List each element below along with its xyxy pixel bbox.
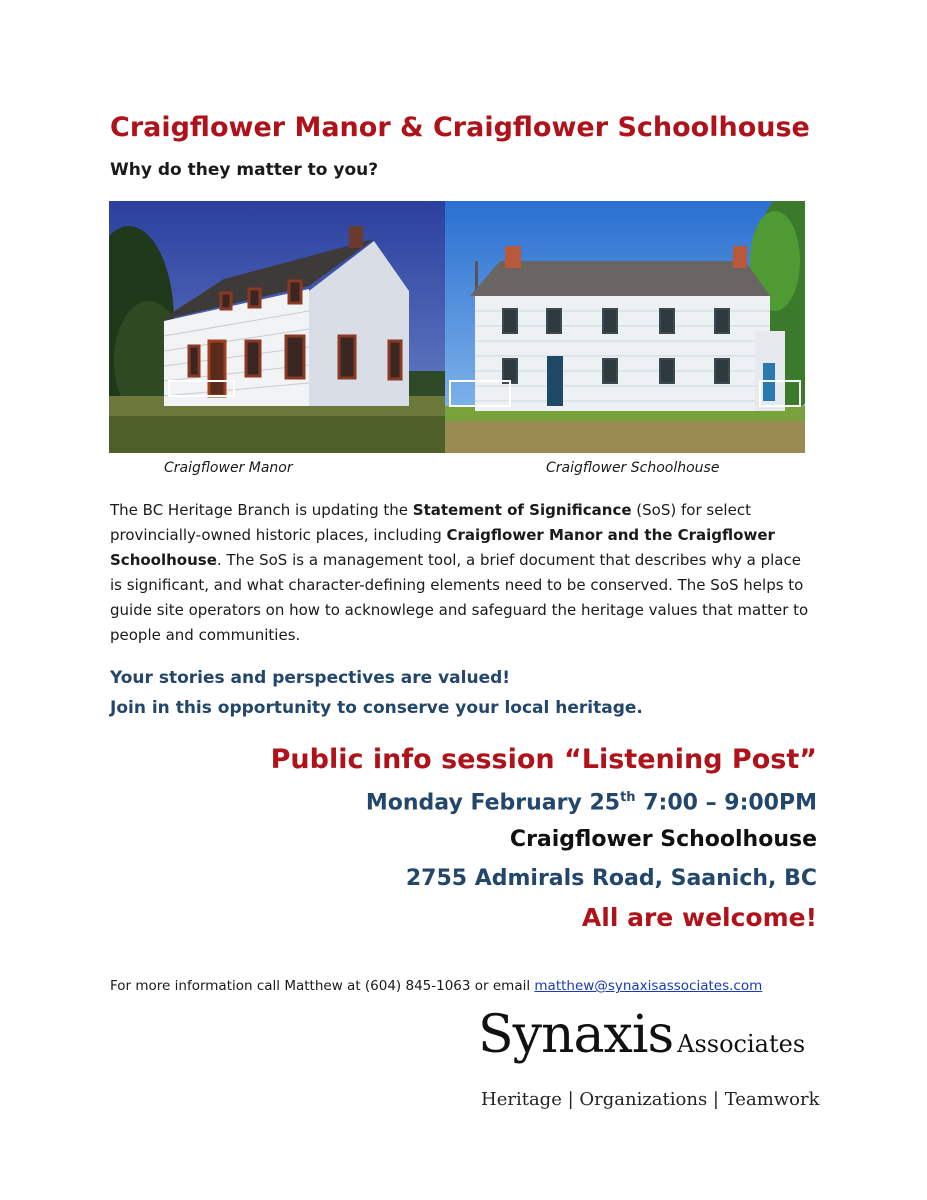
email-link[interactable]: matthew@synaxisassociates.com [534,978,763,994]
event-address: 2755 Admirals Road, Saanich, BC [405,866,817,891]
caption-schoolhouse: Craigflower Schoolhouse [546,460,720,476]
page-subtitle: Why do they matter to you? [110,160,379,180]
contact-line: For more information call Matthew at (604) 845-1063 or email matthew@synaxisassociates.com [110,978,763,994]
event-date: Monday February 25th 7:00 – 9:00PM [365,790,817,816]
places-bold: Craigflower Manor and the Craigflower Schoolhouse [110,526,775,569]
invite-line-1: Your stories and perspectives are valued! [110,668,511,688]
craigflower-schoolhouse-photo [445,201,805,453]
logo-tagline: Heritage | Organizations | Teamwork [481,1089,820,1110]
invite-line-2: Join in this opportunity to conserve your local heritage. [110,698,643,718]
caption-manor: Craigflower Manor [164,460,293,476]
body-paragraph: The BC Heritage Branch is updating the Statement of Significance (SoS) for select provincially-owned historic places, including Craigflower Manor and the Craigflower Schoolhouse. The SoS is a management tool, a brief document that describes why a place is significant, and what character-defining elements need to be conserved. The SoS helps to guide site operators on how to acknowlege and safeguard the heritage values that matter to people and communities. [110,501,809,644]
event-welcome: All are welcome! [581,903,817,932]
event-heading: Public info session “Listening Post” [270,744,817,775]
synaxis-logo: Synaxis Associates [478,1005,806,1065]
sos-bold: Statement of Significance [412,501,632,519]
event-venue: Craigflower Schoolhouse [509,827,817,852]
page-title: Craigflower Manor & Craigflower Schoolhouse [110,112,810,143]
craigflower-manor-photo [109,201,445,453]
